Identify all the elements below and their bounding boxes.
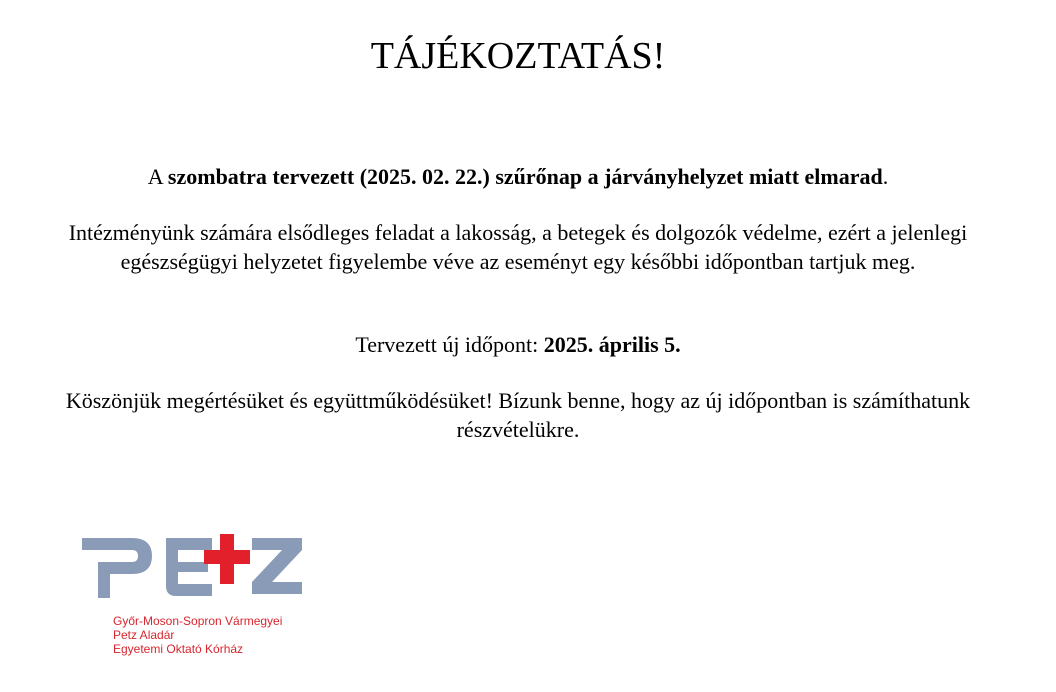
reason-text: Intézményünk számára elsődleges feladat a lakosság, a betegek és dolgozók védelme, ezért a jelenlegi egészségügyi helyzetet figyelembe véve az eseményt egy későbbi időpontban tartjuk meg. <box>68 220 968 274</box>
cancellation-suffix: . <box>882 164 889 189</box>
logo-letter-p <box>82 538 152 598</box>
thanks-paragraph <box>48 386 988 444</box>
logo-letter-e <box>166 538 212 596</box>
new-date-value: 2025. április 5. <box>543 332 681 357</box>
reason-paragraph <box>40 218 996 276</box>
cancellation-bold: szombatra tervezett (2025. 02. 22.) szűrőnap a járványhelyzet miatt elmarad <box>167 164 883 189</box>
logo-letter-z <box>252 538 302 594</box>
logo-line-county: Győr-Moson-Sopron Vármegyei <box>113 614 283 628</box>
hospital-logo <box>68 524 318 674</box>
logo-line-name: Petz Aladár <box>113 628 175 642</box>
cancellation-prefix: A <box>147 164 168 189</box>
new-date-prefix: Tervezett új időpont: <box>355 332 544 357</box>
page-title: TÁJÉKOZTATÁS! <box>370 35 666 77</box>
thanks-text: Köszönjük megértésüket és együttműködésüket! Bízunk benne, hogy az új időpontban is számíthatunk részvételükre. <box>65 388 971 442</box>
cancellation-paragraph <box>48 162 988 191</box>
new-date-text <box>48 330 988 359</box>
new-date-paragraph <box>48 330 988 359</box>
logo-line-hospital: Egyetemi Oktató Kórház <box>113 642 244 656</box>
petz-logo-mark-icon <box>80 532 312 606</box>
logo-text-block <box>113 614 282 656</box>
cancellation-text <box>48 162 988 191</box>
